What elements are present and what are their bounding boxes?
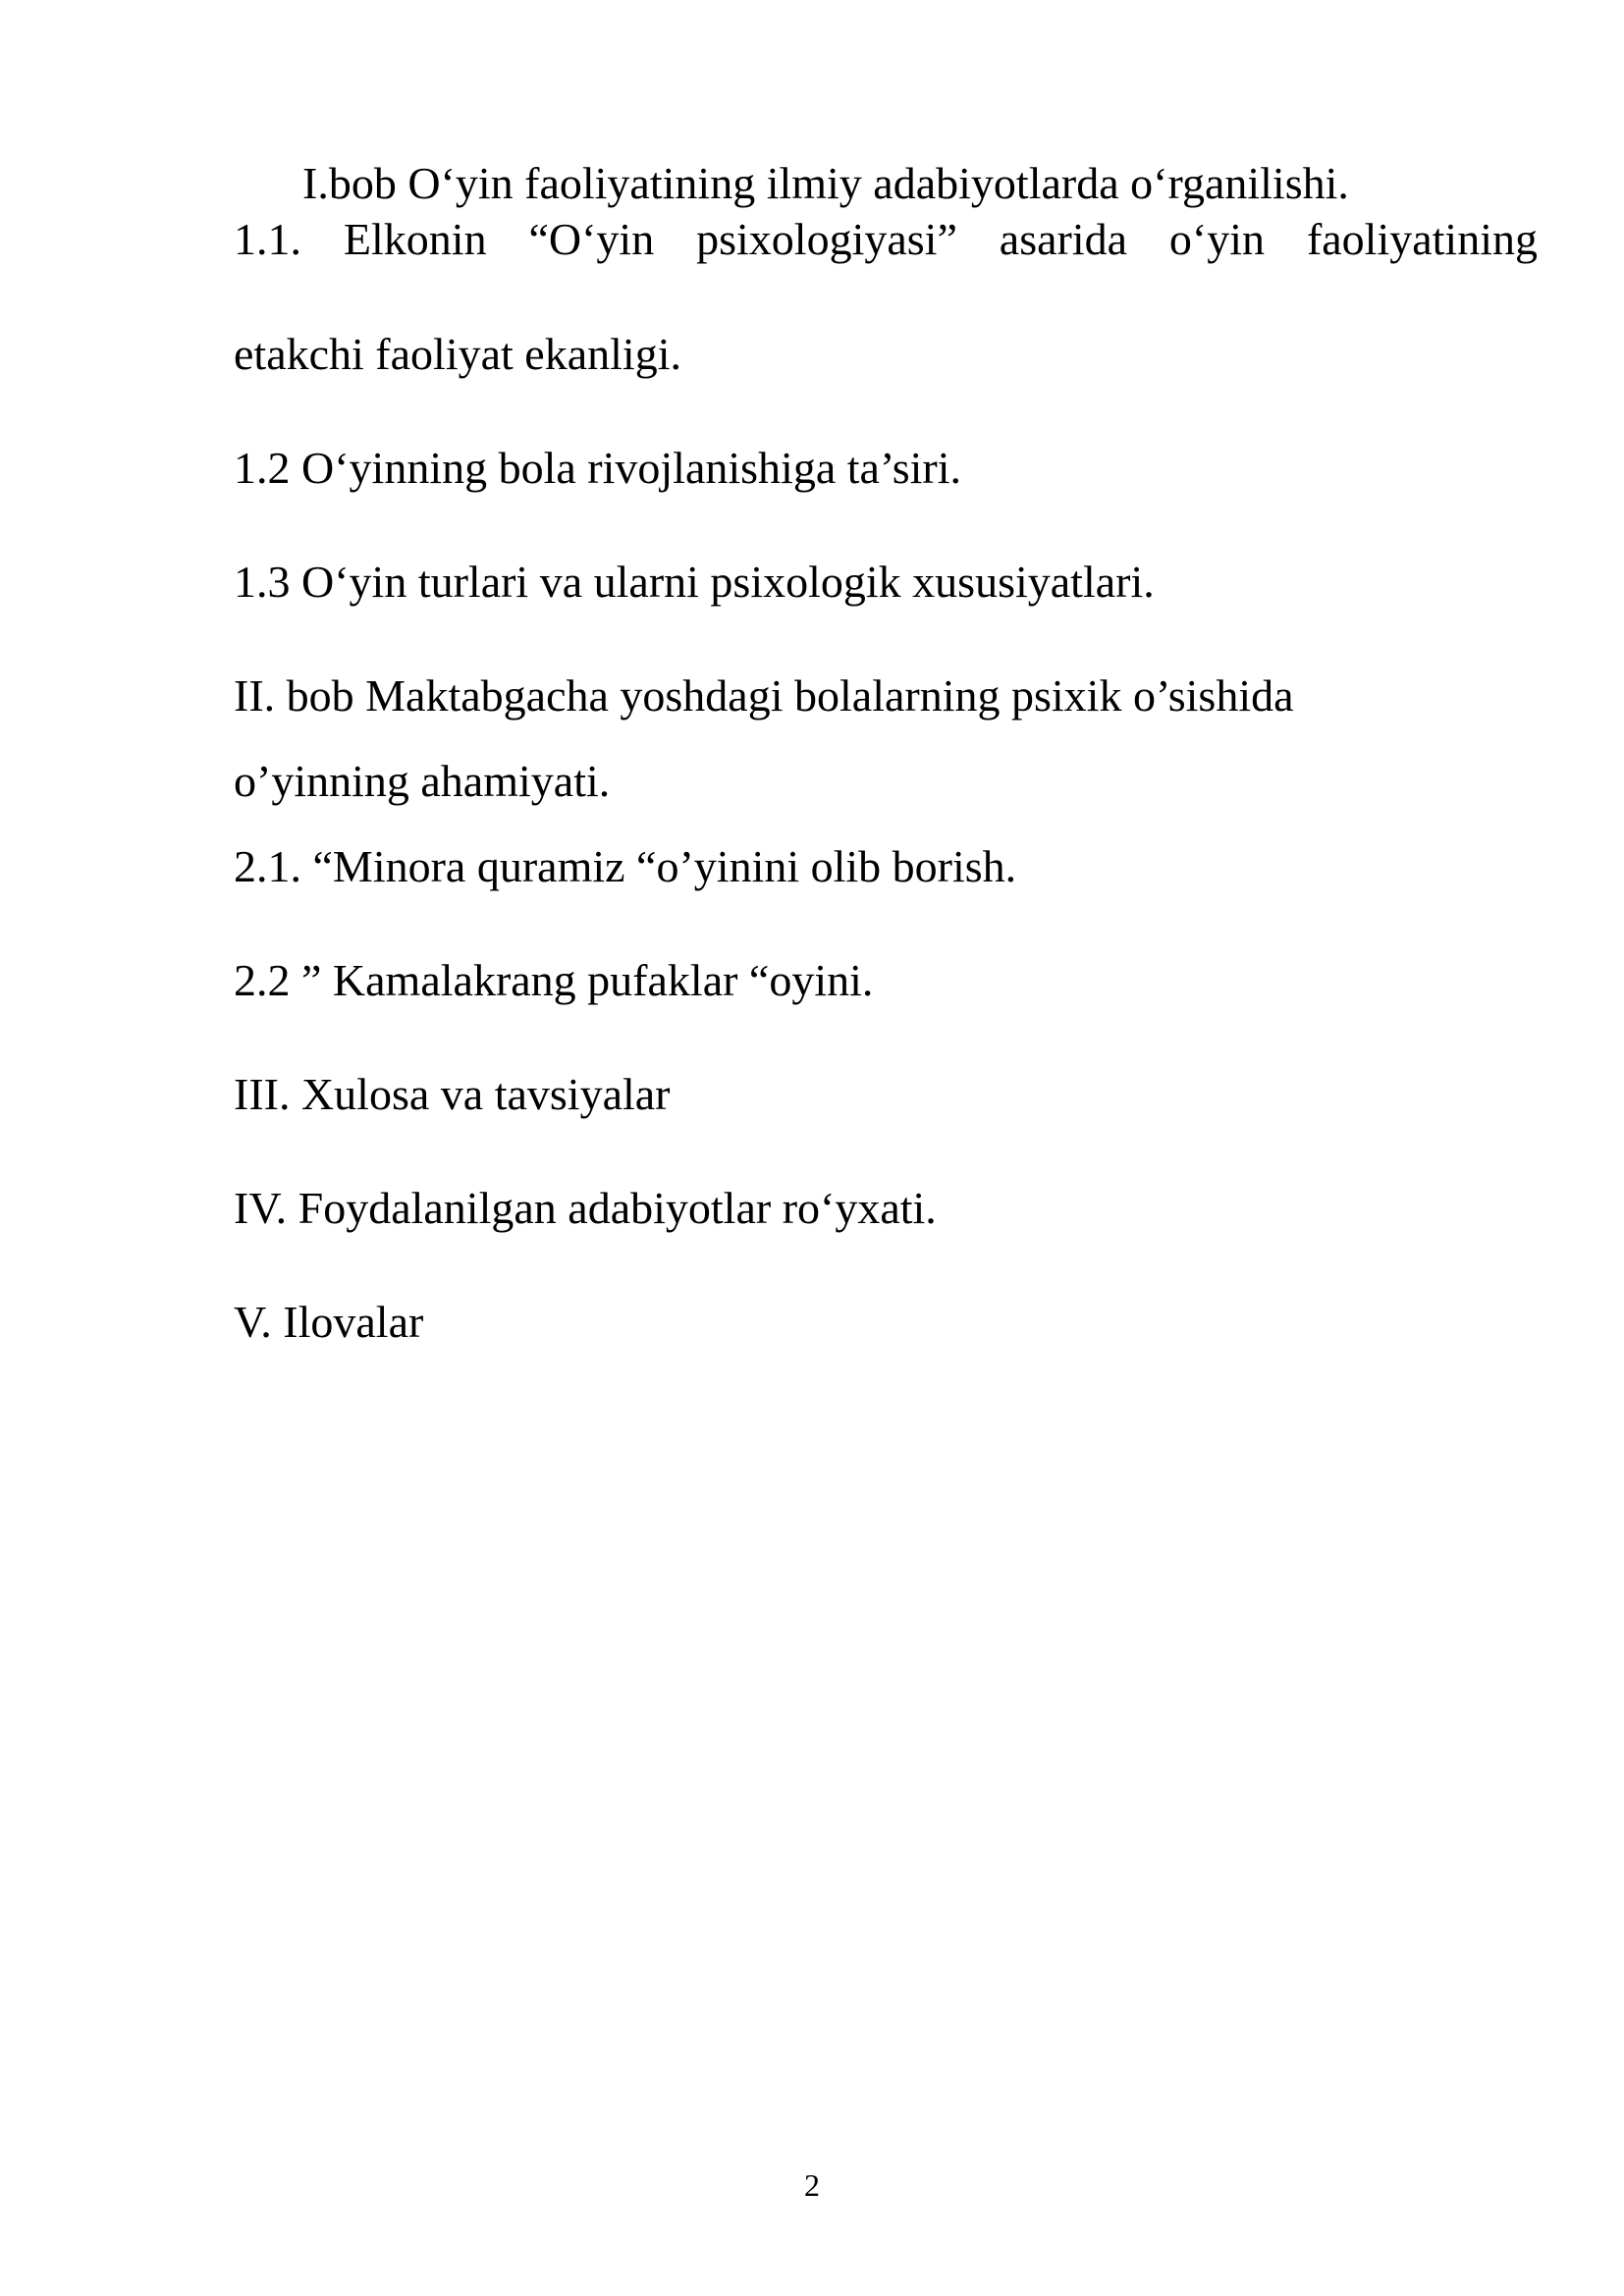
chapter-2-title-line-2: o’yinning ahamiyati. (234, 756, 611, 806)
page-number: 2 (804, 2167, 820, 2203)
section-1-3: 1.3 O‘yin turlari va ularni psixologik xususiyatlari. (234, 557, 1155, 607)
chapter-1-title: I.bob O‘yin faoliyatining ilmiy adabiyotlarda o‘rganilishi. (302, 158, 1349, 208)
chapter-5: V. Ilovalar (234, 1297, 424, 1347)
section-2-1: 2.1. “Minora quramiz “o’yinini olib borish. (234, 841, 1017, 891)
chapter-3: III. Xulosa va tavsiyalar (234, 1069, 671, 1119)
section-1-2: 1.2 O‘yinning bola rivojlanishiga ta’siri. (234, 443, 962, 493)
section-2-2: 2.2 ” Kamalakrang pufaklar “oyini. (234, 955, 874, 1005)
section-1-1-line-2: etakchi faoliyat ekanligi. (234, 329, 681, 379)
section-1-1-line-1: 1.1. Elkonin “O‘yin psixologiyasi” asarida o‘yin faoliyatining (234, 214, 1538, 264)
chapter-4: IV. Foydalanilgan adabiyotlar ro‘yxati. (234, 1183, 937, 1233)
chapter-2-title-line-1: II. bob Maktabgacha yoshdagi bolalarning psixik o’sishida (234, 670, 1294, 721)
